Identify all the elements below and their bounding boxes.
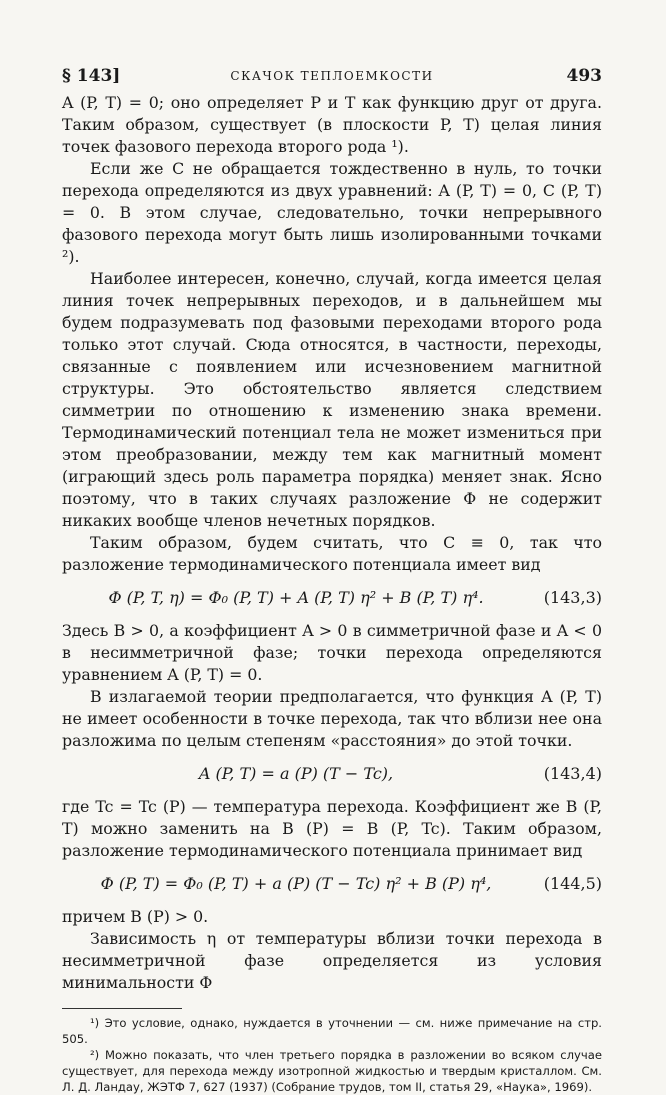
paragraph: где Tc = Tc (P) — температура перехода. Коэффициент же B (P, T) можно заменить на B (P) = B (P, Tc). Таким образом, разложение термодинамического потенциала принимает вид <box>62 797 602 860</box>
paragraph: причем B (P) > 0. <box>62 907 209 926</box>
equation-formula: Φ (P, T) = Φ₀ (P, T) + a (P) (T − Tc) η² + B (P) η⁴, <box>100 874 492 893</box>
book-page <box>62 66 602 1095</box>
paragraph: В излагаемой теории предполагается, что функция A (P, T) не имеет особенности в точке перехода, так что вблизи нее она разложима по целым степеням «расстояния» до этой точки. <box>62 687 602 750</box>
paragraph: A (P, T) = 0; оно определяет P и T как функцию друг от друга. Таким образом, существует (в плоскости P, T) целая линия точек фазового перехода второго рода ¹). <box>62 93 602 156</box>
equation-number: (144,5) <box>543 874 602 893</box>
equation-formula: A (P, T) = a (P) (T − Tc), <box>198 764 394 783</box>
body-text <box>62 92 602 994</box>
paragraph: Если же C не обращается тождественно в нуль, то точки перехода определяются из двух уравнений: A (P, T) = 0, C (P, T) = 0. В этом случае, следовательно, точки непрерывного фазового перехода могут быть лишь изолированными точками ²). <box>62 159 602 266</box>
footnote-divider <box>62 1008 182 1009</box>
footnotes <box>62 1015 602 1095</box>
running-header <box>62 66 602 92</box>
page-number: 493 <box>566 66 602 86</box>
equation-formula: Φ (P, T, η) = Φ₀ (P, T) + A (P, T) η² + B (P, T) η⁴. <box>108 588 484 607</box>
footnote: ¹) Это условие, однако, нуждается в уточнении — см. ниже примечание на стр. 505. <box>62 1016 602 1046</box>
footnote: ²) Можно показать, что член третьего порядка в разложении во всяком случае существует, для перехода между изотропной жидкостью и твердым кристаллом. См. Л. Д. Ландау, ЖЭТФ 7, 627 (1937) (Собрание трудов, том II, статья 29, «Наука», 1969). <box>62 1048 602 1094</box>
equation <box>62 576 602 620</box>
equation <box>62 862 602 906</box>
equation-number: (143,3) <box>543 588 602 607</box>
section-label: § 143] <box>62 66 121 86</box>
paragraph: Наиболее интересен, конечно, случай, когда имеется целая линия точек непрерывных переходов, и в дальнейшем мы будем подразумевать под фазовыми переходами второго рода только этот случай. Сюда относятся, в частности, переходы, связанные с появлением или исчезновением магнитной структуры. Это обстоятельство является следствием симметрии по отношению к изменению знака времени. Термодинамический потенциал тела не может измениться при этом преобразовании, между тем как магнитный момент (играющий здесь роль параметра порядка) меняет знак. Ясно поэтому, что в таких случаях разложение Φ не содержит никаких вообще членов нечетных порядков. <box>62 269 602 530</box>
paragraph: Таким образом, будем считать, что C ≡ 0, так что разложение термодинамического потенциала имеет вид <box>62 533 602 574</box>
paragraph: Здесь B > 0, а коэффициент A > 0 в симметричной фазе и A < 0 в несимметричной фазе; точки перехода определяются уравнением A (P, T) = 0. <box>62 621 602 684</box>
running-title: СКАЧОК ТЕПЛОЕМКОСТИ <box>230 69 434 83</box>
equation <box>62 752 602 796</box>
paragraph: Зависимость η от температуры вблизи точки перехода в несимметричной фазе определяется из условия минимальности Φ <box>62 929 602 992</box>
equation-number: (143,4) <box>543 764 602 783</box>
